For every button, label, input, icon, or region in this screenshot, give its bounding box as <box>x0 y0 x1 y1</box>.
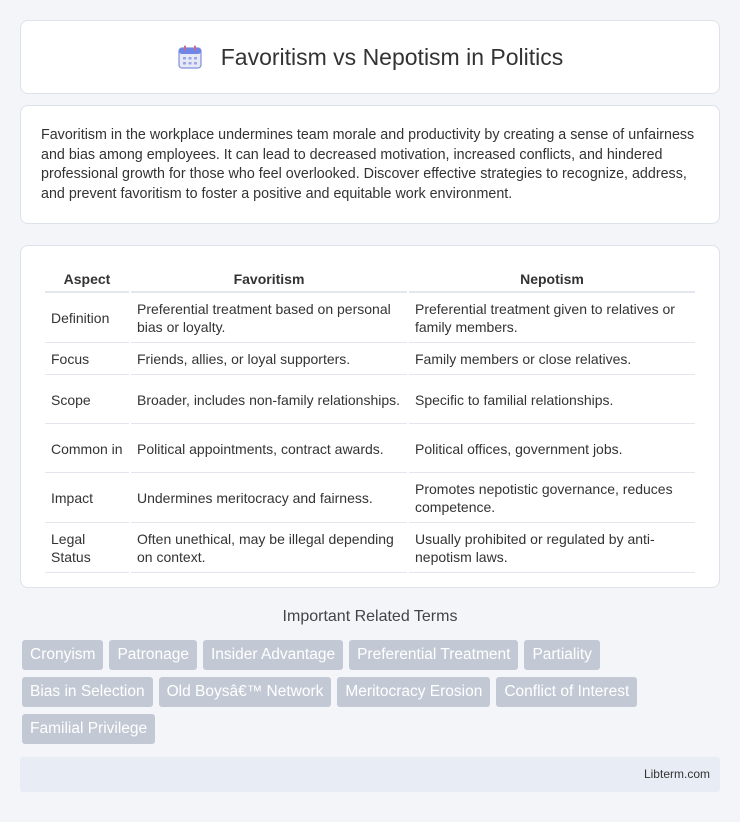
term-tag[interactable]: Bias in Selection <box>22 677 153 707</box>
table-cell: Usually prohibited or regulated by anti-nepotism laws. <box>409 524 695 573</box>
intro-card <box>20 105 720 224</box>
table-row <box>45 294 695 343</box>
table-cell: Common in <box>45 425 129 473</box>
related-terms-heading: Important Related Terms <box>282 608 458 625</box>
table-cell: Undermines meritocracy and fairness. <box>131 474 407 523</box>
table-cell: Family members or close relatives. <box>409 344 695 375</box>
table-cell: Preferential treatment based on personal bias or loyalty. <box>131 294 407 343</box>
term-tag[interactable]: Old Boysâ€™ Network <box>159 677 332 707</box>
table-cell: Promotes nepotistic governance, reduces competence. <box>409 474 695 523</box>
table-cell: Focus <box>45 344 129 375</box>
footer <box>20 757 720 792</box>
term-tag[interactable]: Preferential Treatment <box>349 640 518 670</box>
term-tag[interactable]: Familial Privilege <box>22 714 155 744</box>
term-tag[interactable]: Patronage <box>109 640 197 670</box>
table-row <box>45 376 695 424</box>
column-header-favoritism: Favoritism <box>131 267 407 293</box>
calendar-icon <box>177 44 203 70</box>
table-header-row <box>45 267 695 293</box>
comparison-table <box>43 266 697 574</box>
column-header-nepotism: Nepotism <box>409 267 695 293</box>
table-cell: Broader, includes non-family relationships. <box>131 376 407 424</box>
table-cell: Preferential treatment given to relatives or family members. <box>409 294 695 343</box>
page-title: Favoritism vs Nepotism in Politics <box>220 43 564 70</box>
table-cell: Political appointments, contract awards. <box>131 425 407 473</box>
term-tag[interactable]: Insider Advantage <box>203 640 343 670</box>
term-tag[interactable]: Meritocracy Erosion <box>337 677 490 707</box>
table-row <box>45 344 695 375</box>
term-tag[interactable]: Conflict of Interest <box>496 677 637 707</box>
table-cell: Scope <box>45 376 129 424</box>
table-cell: Definition <box>45 294 129 343</box>
table-row <box>45 474 695 523</box>
column-header-aspect: Aspect <box>45 267 129 293</box>
term-tag[interactable]: Cronyism <box>22 640 103 670</box>
table-cell: Specific to familial relationships. <box>409 376 695 424</box>
table-cell: Legal Status <box>45 524 129 573</box>
intro-text: Favoritism in the workplace undermines team morale and productivity by creating a sense of unfairness and bias among employees. It can lead to decreased motivation, increased conflicts, and hindered professional growth for those who feel overlooked. Discover effective strategies to recognize, address, and prevent favoritism to foster a positive and equitable work environment. <box>41 127 695 202</box>
comparison-table-card <box>20 245 720 588</box>
table-cell: Impact <box>45 474 129 523</box>
header-card <box>20 20 720 94</box>
table-cell: Friends, allies, or loyal supporters. <box>131 344 407 375</box>
table-row <box>45 425 695 473</box>
table-cell: Often unethical, may be illegal depending on context. <box>131 524 407 573</box>
term-tag[interactable]: Partiality <box>524 640 599 670</box>
table-cell: Political offices, government jobs. <box>409 425 695 473</box>
related-terms-list <box>22 640 722 744</box>
footer-site-link[interactable]: Libterm.com <box>643 767 710 781</box>
table-row <box>45 524 695 573</box>
